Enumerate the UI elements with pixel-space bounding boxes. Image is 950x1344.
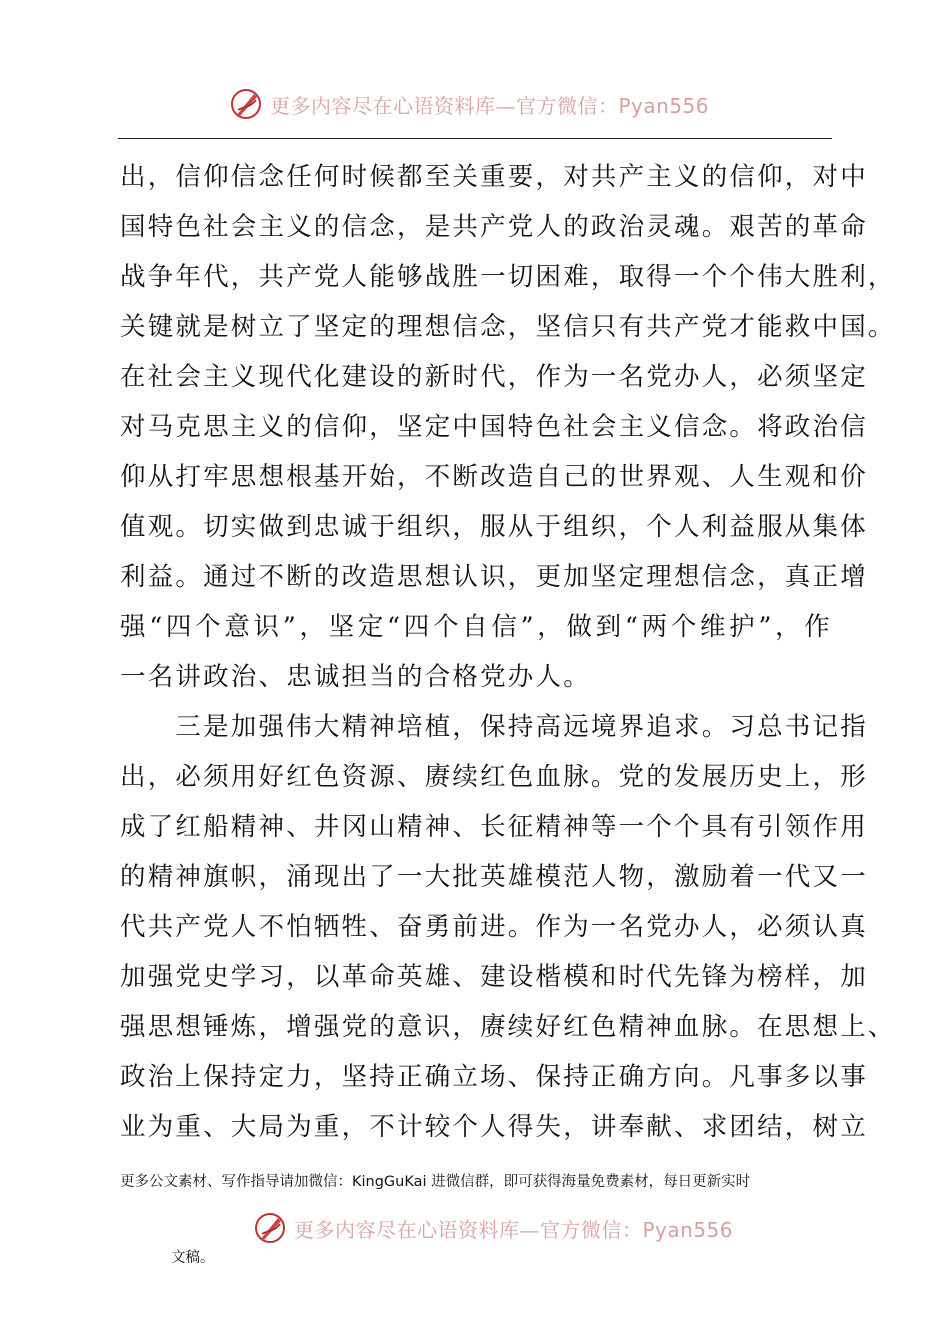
- quill-logo-icon: [228, 86, 264, 122]
- text-line: 出，必须用好红色资源、赓续红色血脉。党的发展历史上，形: [120, 762, 868, 792]
- text-line: 强思想锤炼，增强党的意识，赓续好红色精神血脉。在思想上、: [120, 1012, 896, 1042]
- text-line: 成了红船精神、井冈山精神、长征精神等一个个具有引领作用: [120, 812, 868, 842]
- text-line: 国特色社会主义的信念，是共产党人的政治灵魂。艰苦的革命: [120, 212, 868, 242]
- text-line: 强“四个意识”，坚定“四个自信”，做到“两个维护”，作: [120, 612, 832, 642]
- text-line: 对马克思主义的信仰，坚定中国特色社会主义信念。将政治信: [120, 412, 868, 442]
- header-divider: [118, 138, 832, 139]
- text-line: 业为重、大局为重，不计较个人得失，讲奉献、求团结，树立: [120, 1112, 868, 1142]
- watermark-text: 更多内容尽在心语资料库—官方微信：Pyan556: [270, 93, 710, 118]
- footer-note-tail: 文稿。: [171, 1250, 215, 1266]
- text-line: 政治上保持定力，坚持正确立场、保持正确方向。凡事多以事: [120, 1062, 868, 1092]
- text-line: 利益。通过不断的改造思想认识，更加坚定理想信念，真正增: [120, 562, 868, 592]
- text-line: 在社会主义现代化建设的新时代，作为一名党办人，必须坚定: [120, 362, 868, 392]
- document-body: [120, 152, 896, 1152]
- quill-logo-icon: [252, 1210, 288, 1246]
- text-line: 一名讲政治、忠诚担当的合格党办人。: [120, 662, 591, 692]
- text-line: 关键就是树立了坚定的理想信念，坚信只有共产党才能救中国。: [120, 312, 896, 342]
- footer-watermark: [252, 1208, 733, 1248]
- footer-note: 更多公文素材、写作指导请加微信：KingGuKai 进微信群，即可获得海量免费素材，每日更新实时: [120, 1174, 751, 1190]
- text-line: 代共产党人不怕牺牲、奋勇前进。作为一名党办人，必须认真: [120, 912, 868, 942]
- text-line: 的精神旗帜，涌现出了一大批英雄模范人物，激励着一代又一: [120, 862, 868, 892]
- text-line: 三是加强伟大精神培植，保持高远境界追求。习总书记指: [120, 712, 868, 742]
- watermark-text: 更多内容尽在心语资料库—官方微信：Pyan556: [294, 1217, 734, 1242]
- text-line: 加强党史学习，以革命英雄、建设楷模和时代先锋为榜样，加: [120, 962, 868, 992]
- text-line: 出，信仰信念任何时候都至关重要，对共产主义的信仰，对中: [120, 162, 868, 192]
- header-watermark: [228, 84, 709, 124]
- text-line: 值观。切实做到忠诚于组织，服从于组织，个人利益服从集体: [120, 512, 868, 542]
- text-line: 仰从打牢思想根基开始，不断改造自己的世界观、人生观和价: [120, 462, 868, 492]
- text-line: 战争年代，共产党人能够战胜一切困难，取得一个个伟大胜利，: [120, 262, 896, 292]
